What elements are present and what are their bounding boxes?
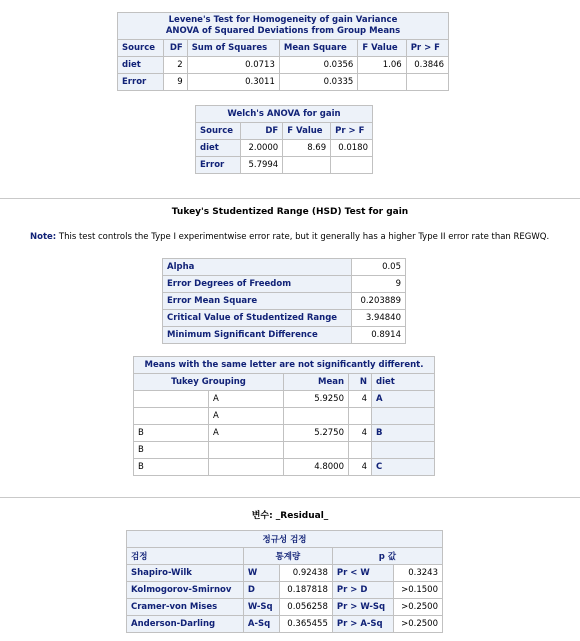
- table-cell: 0.3011: [187, 74, 279, 91]
- row-header: Minimum Significant Difference: [163, 327, 352, 344]
- table-cell: 5.7994: [241, 157, 283, 174]
- table-cell: [209, 459, 284, 476]
- row-header: Shapiro-Wilk: [127, 565, 244, 582]
- table-cell: 4: [349, 459, 372, 476]
- table-cell: 9: [163, 74, 187, 91]
- col-header: F Value: [358, 40, 406, 57]
- col-header: DF: [163, 40, 187, 57]
- stat-label: Pr > A-Sq: [332, 616, 393, 633]
- table-cell: [134, 408, 209, 425]
- table-row: [134, 459, 435, 476]
- table-cell: 2: [163, 57, 187, 74]
- table-cell: 3.94840: [352, 310, 406, 327]
- table-row: [134, 442, 435, 459]
- table-cell: B: [134, 442, 209, 459]
- col-header: 통계량: [243, 548, 332, 565]
- row-header: Anderson-Darling: [127, 616, 244, 633]
- table-cell: B: [134, 459, 209, 476]
- table-row: [127, 616, 443, 633]
- table-cell: >0.1500: [393, 582, 442, 599]
- levene-title-2: ANOVA of Squared Deviations from Group Means: [165, 26, 401, 36]
- table-cell: [331, 157, 373, 174]
- stat-label: D: [243, 582, 279, 599]
- col-header: Pr > F: [406, 40, 448, 57]
- col-header: 검정: [127, 548, 244, 565]
- col-header: DF: [241, 123, 283, 140]
- row-header: [372, 408, 435, 425]
- col-header: Source: [118, 40, 164, 57]
- means-caption: Means with the same letter are not significantly different.: [134, 357, 435, 374]
- row-header: diet: [118, 57, 164, 74]
- table-row: [163, 259, 406, 276]
- normality-caption: 정규성 검정: [127, 531, 443, 548]
- levene-table: [117, 12, 449, 91]
- note-text: This test controls the Type I experimentwise error rate, but it generally has a higher Type II error rate than REGWQ.: [58, 232, 550, 242]
- welch-caption: Welch's ANOVA for gain: [196, 106, 373, 123]
- table-cell: 4: [349, 425, 372, 442]
- table-cell: 5.9250: [284, 391, 349, 408]
- col-header: diet: [372, 374, 435, 391]
- residual-title: 변수: _Residual_: [251, 511, 329, 521]
- col-header: N: [349, 374, 372, 391]
- col-header: Mean Square: [279, 40, 357, 57]
- table-cell: 0.0335: [279, 74, 357, 91]
- levene-header-row: [118, 40, 449, 57]
- table-row: [127, 582, 443, 599]
- levene-caption: [118, 13, 449, 40]
- table-cell: 4: [349, 391, 372, 408]
- table-cell: 0.0713: [187, 57, 279, 74]
- col-header: p 값: [332, 548, 442, 565]
- table-cell: [284, 442, 349, 459]
- table-cell: B: [134, 425, 209, 442]
- table-cell: 0.0180: [331, 140, 373, 157]
- table-cell: 5.2750: [284, 425, 349, 442]
- table-cell: 4.8000: [284, 459, 349, 476]
- tukey-stats-table: [162, 258, 406, 344]
- table-row: [118, 74, 449, 91]
- table-cell: 2.0000: [241, 140, 283, 157]
- table-cell: 0.187818: [279, 582, 332, 599]
- row-header: Error: [118, 74, 164, 91]
- row-header: Alpha: [163, 259, 352, 276]
- tukey-means-table: [133, 356, 435, 476]
- table-row: [163, 293, 406, 310]
- row-header: Error Mean Square: [163, 293, 352, 310]
- table-cell: [134, 391, 209, 408]
- table-cell: 0.3243: [393, 565, 442, 582]
- section-divider: [0, 497, 580, 498]
- row-header: [372, 442, 435, 459]
- table-cell: >0.2500: [393, 599, 442, 616]
- table-cell: A: [209, 408, 284, 425]
- means-header-row: [134, 374, 435, 391]
- table-row: [163, 276, 406, 293]
- table-cell: A: [209, 391, 284, 408]
- note-label: Note:: [30, 232, 57, 242]
- table-cell: [209, 442, 284, 459]
- row-header: Cramer-von Mises: [127, 599, 244, 616]
- table-row: [196, 140, 373, 157]
- table-cell: [283, 157, 331, 174]
- table-cell: [284, 408, 349, 425]
- col-header: Source: [196, 123, 241, 140]
- table-row: [163, 310, 406, 327]
- table-cell: 0.365455: [279, 616, 332, 633]
- table-row: [134, 425, 435, 442]
- table-cell: 9: [352, 276, 406, 293]
- col-header: Sum of Squares: [187, 40, 279, 57]
- stat-label: W-Sq: [243, 599, 279, 616]
- table-cell: 0.8914: [352, 327, 406, 344]
- row-header: Kolmogorov-Smirnov: [127, 582, 244, 599]
- levene-title-1: Levene's Test for Homogeneity of gain Variance: [168, 15, 398, 25]
- table-cell: 0.203889: [352, 293, 406, 310]
- table-cell: 8.69: [283, 140, 331, 157]
- table-row: [127, 599, 443, 616]
- table-cell: [406, 74, 448, 91]
- normality-header-row: [127, 548, 443, 565]
- table-row: [134, 408, 435, 425]
- tukey-note: [30, 232, 549, 242]
- table-cell: 0.0356: [279, 57, 357, 74]
- table-row: [163, 327, 406, 344]
- row-header: C: [372, 459, 435, 476]
- table-cell: 0.056258: [279, 599, 332, 616]
- tukey-title: Tukey's Studentized Range (HSD) Test for gain: [171, 207, 409, 217]
- table-cell: A: [209, 425, 284, 442]
- col-header: Tukey Grouping: [134, 374, 284, 391]
- welch-table: [195, 105, 373, 174]
- col-header: Pr > F: [331, 123, 373, 140]
- table-row: [127, 565, 443, 582]
- table-cell: 0.92438: [279, 565, 332, 582]
- normality-table: [126, 530, 443, 633]
- table-cell: [358, 74, 406, 91]
- table-cell: 0.3846: [406, 57, 448, 74]
- table-row: [134, 391, 435, 408]
- table-cell: [349, 408, 372, 425]
- table-row: [196, 157, 373, 174]
- row-header: A: [372, 391, 435, 408]
- table-cell: [349, 442, 372, 459]
- stat-label: A-Sq: [243, 616, 279, 633]
- row-header: Error Degrees of Freedom: [163, 276, 352, 293]
- stat-label: Pr < W: [332, 565, 393, 582]
- row-header: Critical Value of Studentized Range: [163, 310, 352, 327]
- row-header: B: [372, 425, 435, 442]
- section-divider: [0, 198, 580, 199]
- col-header: Mean: [284, 374, 349, 391]
- table-cell: 1.06: [358, 57, 406, 74]
- stat-label: Pr > D: [332, 582, 393, 599]
- table-cell: 0.05: [352, 259, 406, 276]
- table-row: [118, 57, 449, 74]
- stat-label: W: [243, 565, 279, 582]
- stat-label: Pr > W-Sq: [332, 599, 393, 616]
- row-header: Error: [196, 157, 241, 174]
- welch-header-row: [196, 123, 373, 140]
- row-header: diet: [196, 140, 241, 157]
- table-cell: >0.2500: [393, 616, 442, 633]
- col-header: F Value: [283, 123, 331, 140]
